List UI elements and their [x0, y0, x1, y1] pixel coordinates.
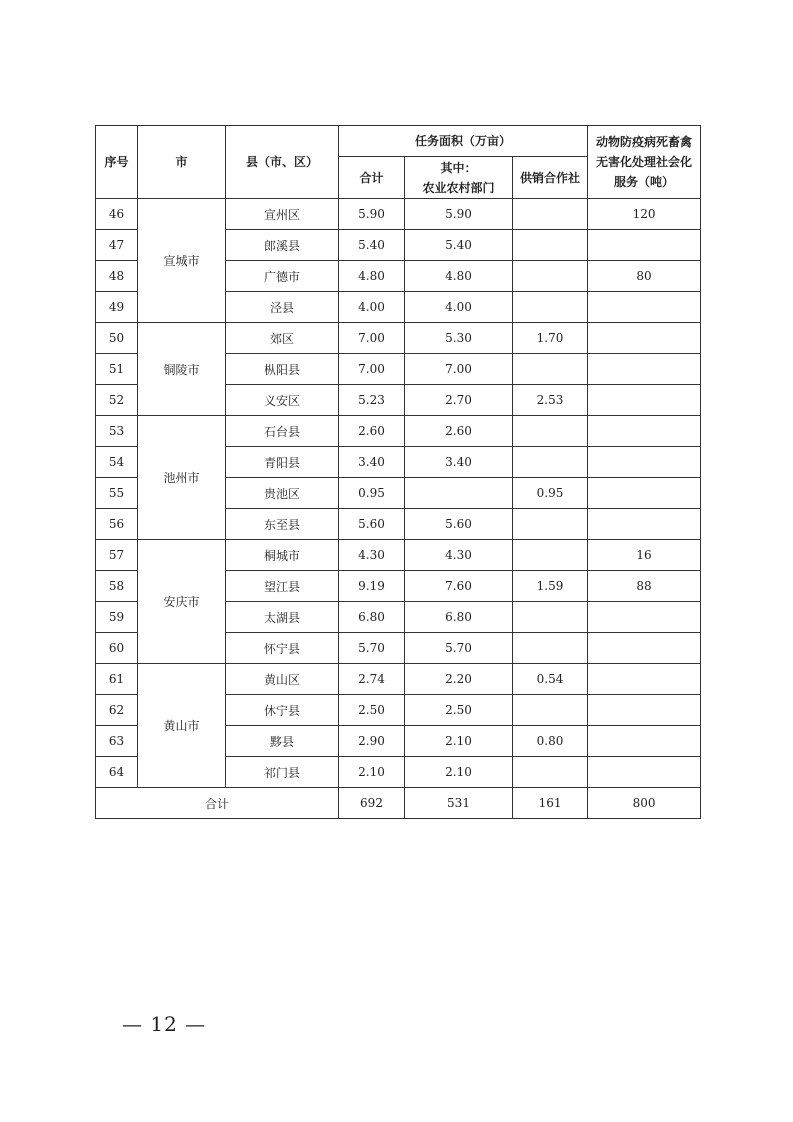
total-agri: 531	[405, 788, 513, 819]
county-cell: 郎溪县	[226, 230, 339, 261]
agri-cell: 7.00	[405, 354, 513, 385]
agri-cell: 2.70	[405, 385, 513, 416]
animal-cell	[588, 509, 701, 540]
seq-cell: 53	[96, 416, 138, 447]
seq-cell: 46	[96, 199, 138, 230]
county-cell: 望江县	[226, 571, 339, 602]
agri-cell: 2.60	[405, 416, 513, 447]
county-cell: 枞阳县	[226, 354, 339, 385]
area-total-cell: 5.90	[339, 199, 405, 230]
header-subtotal: 合计	[339, 157, 405, 199]
agri-cell: 5.90	[405, 199, 513, 230]
seq-cell: 62	[96, 695, 138, 726]
header-agri-line1: 其中：	[440, 160, 477, 175]
area-total-cell: 3.40	[339, 447, 405, 478]
agri-cell	[405, 478, 513, 509]
animal-cell	[588, 323, 701, 354]
coop-cell	[513, 509, 588, 540]
seq-cell: 59	[96, 602, 138, 633]
county-cell: 黄山区	[226, 664, 339, 695]
coop-cell: 1.70	[513, 323, 588, 354]
county-cell: 青阳县	[226, 447, 339, 478]
city-cell: 池州市	[138, 416, 226, 540]
header-supply-coop: 供销合作社	[513, 157, 588, 199]
coop-cell	[513, 261, 588, 292]
agri-cell: 2.10	[405, 726, 513, 757]
total-sum: 692	[339, 788, 405, 819]
coop-cell: 1.59	[513, 571, 588, 602]
table-row	[96, 540, 701, 571]
coop-cell: 2.53	[513, 385, 588, 416]
coop-cell	[513, 757, 588, 788]
county-cell: 泾县	[226, 292, 339, 323]
animal-cell	[588, 230, 701, 261]
city-cell: 黄山市	[138, 664, 226, 788]
county-cell: 东至县	[226, 509, 339, 540]
seq-cell: 58	[96, 571, 138, 602]
header-animal-line2: 无害化处理社会化	[596, 155, 693, 169]
table-row	[96, 323, 701, 354]
coop-cell	[513, 540, 588, 571]
coop-cell	[513, 695, 588, 726]
agri-cell: 7.60	[405, 571, 513, 602]
agri-cell: 5.30	[405, 323, 513, 354]
total-animal: 800	[588, 788, 701, 819]
coop-cell	[513, 633, 588, 664]
table-body	[96, 199, 701, 788]
animal-cell: 88	[588, 571, 701, 602]
seq-cell: 56	[96, 509, 138, 540]
agri-cell: 2.20	[405, 664, 513, 695]
animal-cell	[588, 726, 701, 757]
county-cell: 广德市	[226, 261, 339, 292]
area-total-cell: 5.60	[339, 509, 405, 540]
coop-cell	[513, 292, 588, 323]
area-total-cell: 5.70	[339, 633, 405, 664]
header-city: 市	[138, 126, 226, 199]
area-total-cell: 0.95	[339, 478, 405, 509]
agri-cell: 4.80	[405, 261, 513, 292]
area-total-cell: 2.10	[339, 757, 405, 788]
animal-cell	[588, 354, 701, 385]
area-total-cell: 4.30	[339, 540, 405, 571]
table-row	[96, 664, 701, 695]
header-county: 县（市、区）	[226, 126, 339, 199]
header-agri-line2: 农业农村部门	[422, 180, 495, 195]
coop-cell	[513, 354, 588, 385]
header-animal-line3: 服务（吨）	[614, 175, 675, 189]
area-total-cell: 7.00	[339, 354, 405, 385]
animal-cell	[588, 664, 701, 695]
total-coop: 161	[513, 788, 588, 819]
county-cell: 太湖县	[226, 602, 339, 633]
seq-cell: 57	[96, 540, 138, 571]
coop-cell	[513, 447, 588, 478]
animal-cell	[588, 478, 701, 509]
seq-cell: 49	[96, 292, 138, 323]
task-allocation-table	[95, 125, 701, 819]
seq-cell: 52	[96, 385, 138, 416]
animal-cell	[588, 447, 701, 478]
animal-cell	[588, 602, 701, 633]
coop-cell	[513, 230, 588, 261]
total-row	[96, 788, 701, 819]
city-cell: 铜陵市	[138, 323, 226, 416]
area-total-cell: 2.74	[339, 664, 405, 695]
animal-cell	[588, 757, 701, 788]
area-total-cell: 7.00	[339, 323, 405, 354]
header-agri-dept	[405, 157, 513, 199]
county-cell: 祁门县	[226, 757, 339, 788]
county-cell: 桐城市	[226, 540, 339, 571]
county-cell: 休宁县	[226, 695, 339, 726]
animal-cell	[588, 416, 701, 447]
seq-cell: 47	[96, 230, 138, 261]
agri-cell: 5.60	[405, 509, 513, 540]
area-total-cell: 2.50	[339, 695, 405, 726]
coop-cell	[513, 602, 588, 633]
agri-cell: 3.40	[405, 447, 513, 478]
coop-cell: 0.80	[513, 726, 588, 757]
seq-cell: 64	[96, 757, 138, 788]
seq-cell: 48	[96, 261, 138, 292]
seq-cell: 50	[96, 323, 138, 354]
coop-cell	[513, 416, 588, 447]
agri-cell: 2.50	[405, 695, 513, 726]
seq-cell: 55	[96, 478, 138, 509]
header-animal-service	[588, 126, 701, 199]
seq-cell: 60	[96, 633, 138, 664]
agri-cell: 4.30	[405, 540, 513, 571]
area-total-cell: 5.40	[339, 230, 405, 261]
header-task-area: 任务面积（万亩）	[339, 126, 588, 157]
animal-cell	[588, 633, 701, 664]
area-total-cell: 5.23	[339, 385, 405, 416]
area-total-cell: 2.60	[339, 416, 405, 447]
coop-cell	[513, 199, 588, 230]
total-label: 合计	[96, 788, 339, 819]
animal-cell	[588, 385, 701, 416]
area-total-cell: 6.80	[339, 602, 405, 633]
city-cell: 安庆市	[138, 540, 226, 664]
agri-cell: 6.80	[405, 602, 513, 633]
city-cell: 宣城市	[138, 199, 226, 323]
header-animal-line1: 动物防疫病死畜禽	[596, 135, 693, 149]
county-cell: 义安区	[226, 385, 339, 416]
county-cell: 怀宁县	[226, 633, 339, 664]
county-cell: 石台县	[226, 416, 339, 447]
animal-cell	[588, 695, 701, 726]
page-number: — 12 —	[122, 1012, 207, 1036]
area-total-cell: 4.00	[339, 292, 405, 323]
animal-cell: 80	[588, 261, 701, 292]
seq-cell: 51	[96, 354, 138, 385]
agri-cell: 5.40	[405, 230, 513, 261]
seq-cell: 63	[96, 726, 138, 757]
county-cell: 贵池区	[226, 478, 339, 509]
coop-cell: 0.95	[513, 478, 588, 509]
county-cell: 郊区	[226, 323, 339, 354]
area-total-cell: 9.19	[339, 571, 405, 602]
seq-cell: 61	[96, 664, 138, 695]
table-row	[96, 199, 701, 230]
county-cell: 黟县	[226, 726, 339, 757]
area-total-cell: 2.90	[339, 726, 405, 757]
agri-cell: 5.70	[405, 633, 513, 664]
county-cell: 宣州区	[226, 199, 339, 230]
header-seq: 序号	[96, 126, 138, 199]
agri-cell: 4.00	[405, 292, 513, 323]
seq-cell: 54	[96, 447, 138, 478]
coop-cell: 0.54	[513, 664, 588, 695]
animal-cell: 120	[588, 199, 701, 230]
table-row	[96, 416, 701, 447]
animal-cell: 16	[588, 540, 701, 571]
animal-cell	[588, 292, 701, 323]
area-total-cell: 4.80	[339, 261, 405, 292]
agri-cell: 2.10	[405, 757, 513, 788]
